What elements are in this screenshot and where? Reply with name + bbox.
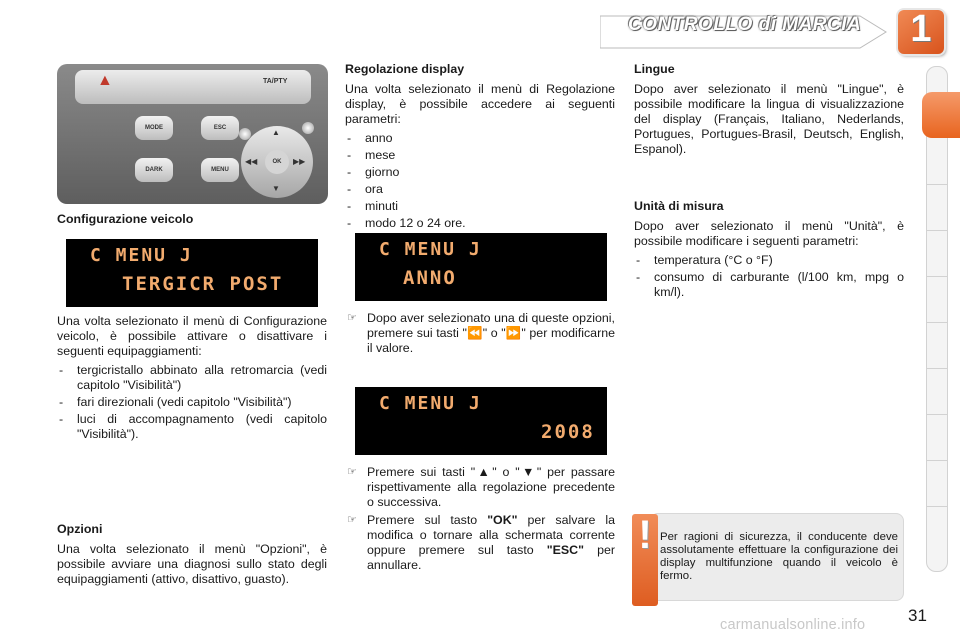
lcd-display-2008 [355, 387, 607, 455]
lingue-section [634, 62, 904, 161]
page-number: 31 [908, 606, 927, 625]
list-item: - luci di accompagnamento (vedi capitolo "Visibilità"). [57, 412, 327, 442]
unita-intro: Dopo aver selezionato il menù "Unità", è possibile modificare i seguenti parametri: [634, 219, 904, 248]
lcd-line-2: ANNO [403, 267, 457, 289]
tab-divider [926, 460, 948, 461]
regolazione-list [345, 131, 615, 231]
list-item: - fari direzionali (vedi capitolo "Visibilità") [57, 395, 327, 410]
unita-list [634, 253, 904, 300]
lcd-line-1: C MENU J [90, 245, 193, 266]
regolazione-intro: Una volta selezionato il menù di Regolazione display, è possibile accedere ai seguenti parametri: [345, 82, 615, 126]
pointing-hand-icon: ☞ [347, 514, 357, 526]
tab-divider [926, 506, 948, 507]
list-item: - ora [345, 182, 615, 197]
unita-section [634, 199, 904, 302]
note-text-post: per annullare. [367, 543, 615, 572]
lingue-text: Dopo aver selezionato il menù "Lingue", è possibile modificare la lingua di visualizzazione del display (Français, Italiano, Nederlands, Portugues, Portugues-Brasil, Deutsch, English, Espanol). [634, 82, 904, 156]
list-item: - mese [345, 148, 615, 163]
arrow-down-icon: ▼ [272, 184, 280, 193]
ta-pty-button-label: TA/PTY [263, 78, 288, 85]
tab-divider [926, 230, 948, 231]
hazard-warning-icon: ▲ [97, 72, 113, 89]
watermark: carmanualsonline.info [720, 617, 866, 633]
list-item [345, 311, 615, 356]
list-item [345, 465, 615, 510]
dark-button: DARK [135, 158, 173, 182]
list-item: - anno [345, 131, 615, 146]
panel-knob [239, 128, 251, 140]
opzioni-text: Una volta selezionato il menù "Opzioni", è possibile avviare una diagnosi sullo stato degli equipaggiamenti (attivo, disattivo, guasto). [57, 542, 327, 586]
opzioni-section [57, 522, 327, 591]
lcd-line-2: TERGICR POST [122, 273, 284, 295]
warning-exclamation-icon: ! [638, 513, 652, 557]
note-text: Premere sui tasti "▲" o "▼" per passare rispettivamente alla regolazione precedente o successiva. [367, 465, 615, 509]
tab-divider [926, 322, 948, 323]
list-item: - minuti [345, 199, 615, 214]
note-text: Dopo aver selezionato una di queste opzioni, premere sui tasti "⏪" o "⏩" per modificarne il valore. [367, 311, 615, 355]
esc-button: ESC [201, 116, 239, 140]
tab-divider [926, 368, 948, 369]
page-title: CONTROLLO di MARCIA [628, 14, 862, 35]
pointing-hand-icon: ☞ [347, 466, 357, 478]
dashboard-controls-photo [57, 64, 328, 204]
chapter-number: 1 [910, 8, 932, 50]
regolazione-section [345, 62, 615, 233]
lcd-line-2: 2008 [541, 421, 595, 443]
lingue-heading: Lingue [634, 62, 675, 76]
list-item: - modo 12 o 24 ore. [345, 216, 615, 231]
list-item: - tergicristallo abbinato alla retromarcia (vedi capitolo "Visibilità") [57, 363, 327, 393]
configurazione-body [57, 314, 327, 444]
configurazione-list [57, 363, 327, 442]
fast-forward-icon: ▶▶ [293, 157, 306, 166]
tab-divider [926, 414, 948, 415]
list-item [345, 513, 615, 573]
regolazione-note-1 [345, 311, 615, 359]
warning-text: Per ragioni di sicurezza, il conducente deve assolutamente effettuare la configurazione dei display multifunzione quando il veicolo è fermo. [660, 531, 898, 582]
chapter-tab-active[interactable] [922, 92, 960, 138]
list-item: - temperatura (°C o °F) [634, 253, 904, 268]
esc-key-label: "ESC" [546, 543, 584, 557]
tab-divider [926, 276, 948, 277]
tab-divider [926, 184, 948, 185]
lcd-line-1: C MENU J [379, 393, 482, 414]
list-item: - consumo di carburante (l/100 km, mpg o km/l). [634, 270, 904, 300]
configurazione-heading: Configurazione veicolo [57, 212, 194, 226]
rewind-icon: ◀◀ [245, 157, 258, 166]
pointing-hand-icon: ☞ [347, 312, 357, 324]
unita-heading: Unità di misura [634, 199, 724, 213]
menu-button: MENU [201, 158, 239, 182]
ok-key-label: "OK" [487, 513, 518, 527]
lcd-display-anno [355, 233, 607, 301]
regolazione-notes [345, 465, 615, 576]
opzioni-heading: Opzioni [57, 522, 103, 536]
ok-button: OK [265, 150, 289, 174]
chapter-tab-strip [926, 66, 948, 572]
list-item: - giorno [345, 165, 615, 180]
panel-knob [302, 122, 314, 134]
regolazione-heading: Regolazione display [345, 62, 465, 76]
configurazione-intro: Una volta selezionato il menù di Configurazione veicolo, è possibile attivare o disattivare i seguenti equipaggiamenti: [57, 314, 327, 358]
lcd-display-tergicr [66, 239, 318, 307]
note-text-pre: Premere sul tasto [367, 513, 488, 527]
configurazione-heading-block [57, 212, 327, 232]
mode-button: MODE [135, 116, 173, 140]
arrow-up-icon: ▲ [272, 128, 280, 137]
note-text-mid: per salvare la modifica o tornare alla schermata corrente oppure premere sul tasto [367, 513, 615, 557]
lcd-line-1: C MENU J [379, 239, 482, 260]
